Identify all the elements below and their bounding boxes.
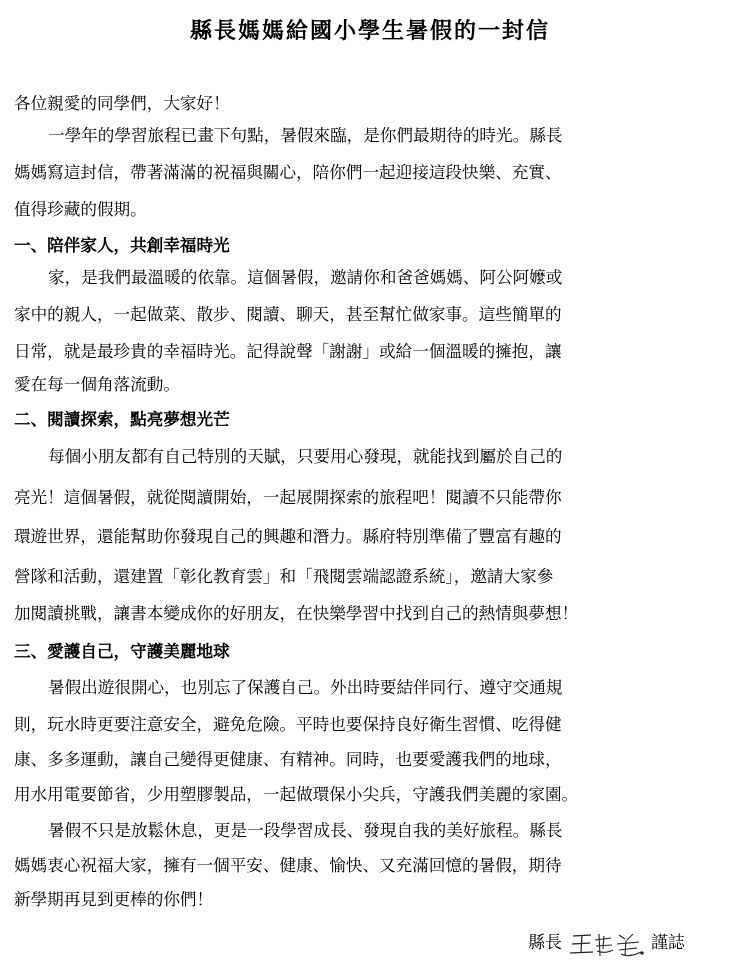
section-heading-reading: 二、閱讀探索，點亮夢想光芒 (14, 409, 230, 429)
protect-paragraph-line: 用水用電要節省，少用塑膠製品，一起做環保小尖兵，守護我們美麗的家園。 (14, 785, 579, 804)
family-paragraph-line: 日常，就是最珍貴的幸福時光。記得說聲「謝謝」或給一個溫暖的擁抱，讓 (14, 342, 562, 361)
closing-paragraph-line: 新學期再見到更棒的你們！ (14, 890, 214, 909)
section-heading-family: 一、陪伴家人，共創幸福時光 (14, 235, 230, 255)
closing-paragraph-line: 媽媽衷心祝福大家，擁有一個平安、健康、愉快、又充滿回憶的暑假，期待 (14, 856, 562, 875)
intro-line: 媽媽寫這封信，帶著滿滿的祝福與關心，陪你們一起迎接這段快樂、充實、 (14, 163, 562, 182)
family-paragraph-line: 家中的親人，一起做菜、散步、閱讀、聊天，甚至幫忙做家事。這些簡單的 (14, 305, 562, 324)
intro-line: 值得珍藏的假期。 (14, 200, 147, 219)
signature-suffix: 謹誌 (650, 933, 685, 953)
closing-paragraph-line: 暑假不只是放鬆休息，更是一段學習成長、發現自我的美好旅程。縣長 (48, 821, 563, 840)
reading-paragraph-line: 亮光！這個暑假，就從閱讀開始，一起展開探索的旅程吧！閱讀不只能帶你 (14, 488, 562, 507)
signature-prefix: 縣長 (528, 933, 562, 953)
intro-line: 一學年的學習旅程已畫下句點，暑假來臨，是你們最期待的時光。縣長 (48, 126, 563, 145)
signature-block (528, 928, 685, 958)
family-paragraph-line: 愛在每一個角落流動。 (14, 375, 180, 394)
section-heading-protect: 三、愛護自己，守護美麗地球 (14, 641, 230, 661)
family-paragraph-line: 家，是我們最溫暖的依靠。這個暑假，邀請你和爸爸媽媽、阿公阿嬤或 (48, 268, 563, 287)
greeting-line: 各位親愛的同學們，大家好！ (14, 94, 230, 113)
protect-paragraph-line: 康、多多運動，讓自己變得更健康、有精神。同時，也要愛護我們的地球， (14, 750, 562, 769)
protect-paragraph-line: 則，玩水時更要注意安全，避免危險。平時也要保持良好衛生習慣、吃得健 (14, 715, 562, 734)
reading-paragraph-line: 環遊世界，還能幫助你發現自己的興趣和潛力。縣府特別準備了豐富有趣的 (14, 527, 562, 546)
reading-paragraph-line: 營隊和活動，還建置「彰化教育雲」和「飛閱雲端認證系統」，邀請大家參 (14, 567, 554, 586)
reading-paragraph-line: 加閱讀挑戰，讓書本變成你的好朋友，在快樂學習中找到自己的熱情與夢想！ (14, 604, 579, 623)
letter-title: 縣長媽媽給國小學生暑假的一封信 (189, 18, 550, 44)
reading-paragraph-line: 每個小朋友都有自己特別的天賦，只要用心發現，就能找到屬於自己的 (48, 447, 563, 466)
protect-paragraph-line: 暑假出遊很開心，也別忘了保護自己。外出時要結伴同行、遵守交通規 (48, 678, 563, 697)
handwritten-signature (567, 930, 645, 958)
